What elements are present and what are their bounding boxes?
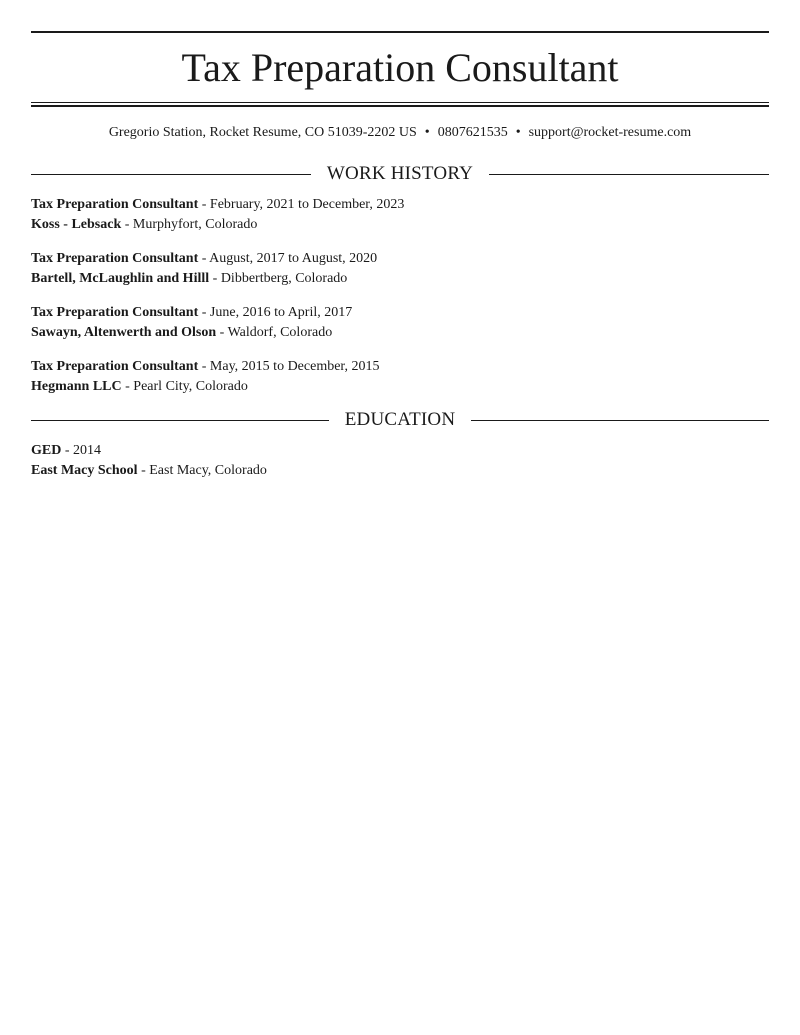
job-entry (31, 357, 769, 397)
job-entry (31, 303, 769, 343)
contact-separator: • (515, 125, 521, 140)
work-history-heading (31, 163, 769, 185)
education-entry (31, 441, 769, 481)
heading-rule-left (31, 420, 329, 421)
job-title-line (31, 357, 769, 377)
education-heading (31, 409, 769, 431)
resume-title: Tax Preparation Consultant (181, 45, 619, 90)
contact-separator: • (424, 125, 430, 140)
dash: - (141, 463, 146, 478)
section-title: EDUCATION (344, 409, 456, 430)
job-entry (31, 195, 769, 235)
job-title: Tax Preparation Consultant (31, 197, 199, 212)
title-rule-thin (31, 102, 769, 103)
section-title: WORK HISTORY (326, 163, 474, 184)
dash: - (201, 197, 207, 212)
heading-rule-right (489, 174, 769, 175)
dash: - (124, 217, 130, 232)
school-name: East Macy School (31, 463, 138, 478)
dash: - (64, 443, 70, 458)
job-title: Tax Preparation Consultant (31, 305, 199, 320)
heading-rule-left (31, 174, 311, 175)
degree: GED (31, 443, 62, 458)
school-location: East Macy, Colorado (149, 463, 267, 478)
contact-phone: 0807621535 (437, 125, 508, 140)
job-company: Sawayn, Altenwerth and Olson (31, 325, 217, 340)
job-entry (31, 249, 769, 289)
job-title: Tax Preparation Consultant (31, 359, 199, 374)
job-location: Dibbertberg, Colorado (220, 271, 348, 286)
job-company: Hegmann LLC (31, 379, 122, 394)
dash: - (219, 325, 225, 340)
job-company-line (31, 323, 769, 343)
job-title-line (31, 249, 769, 269)
job-location: Waldorf, Colorado (227, 325, 333, 340)
job-dates: February, 2021 to December, 2023 (209, 197, 405, 212)
heading-rule-right (471, 420, 769, 421)
contact-address: Gregorio Station, Rocket Resume, CO 51039-2202 US (108, 125, 417, 140)
dash: - (201, 359, 207, 374)
dash: - (212, 271, 218, 286)
job-company-line (31, 215, 769, 235)
job-location: Murphyfort, Colorado (132, 217, 258, 232)
dash: - (201, 251, 207, 266)
graduation-year: 2014 (73, 443, 102, 458)
job-dates: May, 2015 to December, 2015 (209, 359, 380, 374)
degree-line (31, 441, 769, 461)
job-company: Koss - Lebsack (31, 217, 122, 232)
job-company: Bartell, McLaughlin and Hilll (31, 271, 210, 286)
job-company-line (31, 269, 769, 289)
title-rule-thick (31, 105, 769, 107)
job-location: Pearl City, Colorado (133, 379, 248, 394)
dash: - (125, 379, 130, 394)
job-dates: June, 2016 to April, 2017 (209, 305, 353, 320)
dash: - (201, 305, 207, 320)
job-company-line (31, 377, 769, 397)
job-dates: August, 2017 to August, 2020 (209, 251, 378, 266)
school-line (31, 461, 769, 481)
top-rule (31, 31, 769, 33)
job-title-line (31, 195, 769, 215)
job-title-line (31, 303, 769, 323)
contact-line (31, 124, 769, 142)
contact-email: support@rocket-resume.com (528, 125, 692, 140)
job-title: Tax Preparation Consultant (31, 251, 199, 266)
